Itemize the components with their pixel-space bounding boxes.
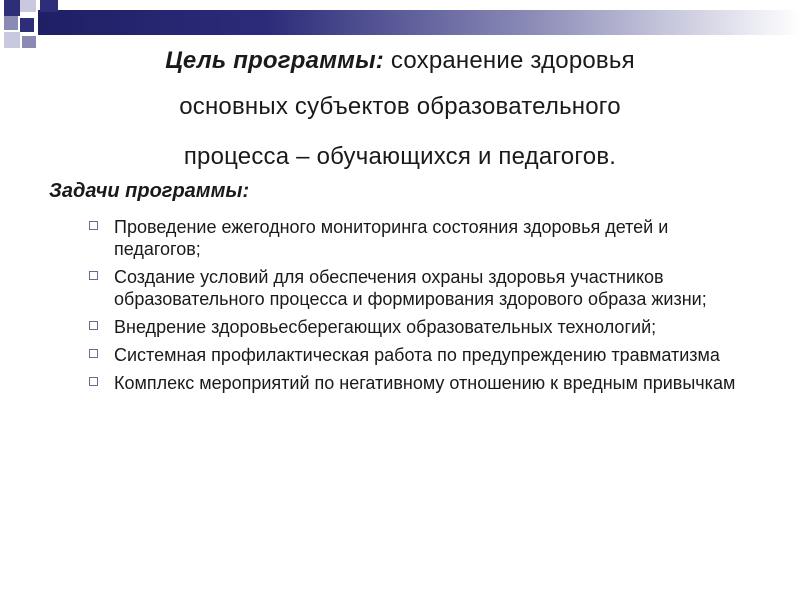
header-band (38, 10, 800, 35)
task-text: Проведение ежегодного мониторинга состояния здоровья детей и педагогов; (114, 217, 669, 259)
title-line3: процесса – обучающихся и педагогов. (183, 143, 617, 170)
square-bullet-icon (89, 221, 98, 230)
title-lead: Цель программы: (165, 47, 384, 74)
decor-square (4, 16, 18, 30)
task-text: Создание условий для обеспечения охраны здоровья участников образовательного процесса и формирования здорового образа жизни; (114, 267, 707, 309)
square-bullet-icon (89, 349, 98, 358)
list-item (88, 216, 738, 260)
task-text: Системная профилактическая работа по предупреждению травматизма (114, 345, 720, 365)
list-item (88, 372, 738, 394)
task-list (88, 216, 738, 400)
decor-square (20, 0, 36, 12)
decor-square (40, 0, 58, 12)
task-text: Внедрение здоровьесберегающих образовательных технологий; (114, 317, 657, 337)
decor-square (4, 32, 20, 48)
square-bullet-icon (89, 271, 98, 280)
title-line1-rest: сохранение здоровья (384, 47, 635, 74)
decor-square (22, 36, 36, 48)
square-bullet-icon (89, 321, 98, 330)
list-item (88, 266, 738, 310)
task-text: Комплекс мероприятий по негативному отношению к вредным привычкам (114, 373, 736, 393)
decor-square (4, 0, 20, 16)
square-bullet-icon (89, 377, 98, 386)
decor-square (20, 18, 34, 32)
tasks-heading: Задачи программы: (49, 180, 250, 202)
list-item (88, 344, 738, 366)
list-item (88, 316, 738, 338)
title-line2: основных субъектов образовательного (179, 93, 621, 120)
slide-title (60, 38, 740, 180)
